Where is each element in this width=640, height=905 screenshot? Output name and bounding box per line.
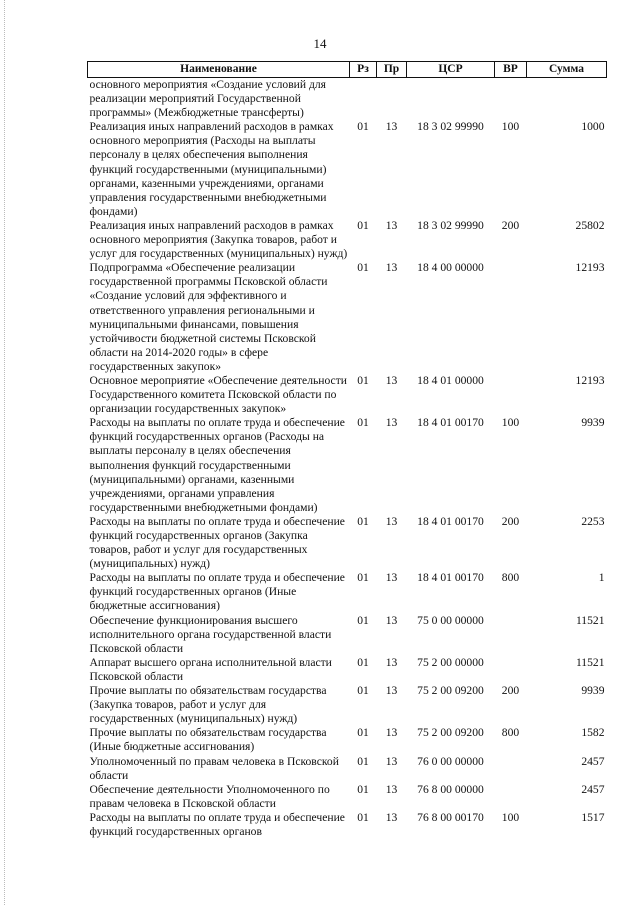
cell-pr: 13 — [385, 218, 398, 232]
cell-csr: 76 8 00 00000 — [417, 782, 484, 796]
cell-name: Обеспечение деятельности Уполномоченного по правам человека в Псковской области — [89, 782, 330, 810]
cell-name: Прочие выплаты по обязательствам государства (Закупка товаров, работ и услуг для государственных (муниципальных) нужд) — [89, 684, 327, 726]
header-name: Наименование — [88, 62, 350, 78]
table-row — [88, 726, 607, 754]
table-row — [88, 656, 607, 684]
cell-vr: 800 — [501, 726, 520, 740]
cell-csr: 18 3 02 99990 — [417, 218, 484, 232]
cell-name: Расходы на выплаты по оплате труда и обеспечение функций государственных органов — [89, 810, 345, 838]
cell-csr: 76 8 00 00170 — [417, 810, 484, 824]
cell-sum: 1582 — [581, 726, 605, 740]
cell-sum: 12193 — [575, 261, 605, 275]
cell-csr: 18 3 02 99990 — [417, 120, 484, 134]
cell-name: Подпрограмма «Обеспечение реализации государственной программы Псковской области «Создание условий для эффективного и ответственного управления региональными и муниципальными финансами, повышения устойчивости бюджетной системы Псковской области на 2014-2020 годы» в сфере государственных закупок» — [89, 261, 328, 373]
cell-vr — [495, 78, 527, 121]
cell-vr: 200 — [501, 684, 520, 698]
cell-rz: 01 — [357, 373, 369, 387]
cell-sum: 11521 — [575, 655, 605, 669]
cell-pr: 13 — [385, 571, 398, 585]
cell-pr: 13 — [385, 416, 398, 430]
cell-rz: 01 — [357, 684, 369, 698]
cell-name: Аппарат высшего органа исполнительной власти Псковской области — [89, 655, 332, 683]
table-row — [88, 684, 607, 726]
cell-rz: 01 — [357, 782, 369, 796]
cell-csr: 75 2 00 09200 — [417, 684, 484, 698]
cell-vr — [495, 783, 527, 811]
cell-csr: 18 4 01 00170 — [417, 571, 484, 585]
cell-rz: 01 — [357, 655, 369, 669]
cell-pr: 13 — [385, 514, 398, 528]
cell-sum: 1000 — [581, 120, 605, 134]
cell-name: основного мероприятия «Создание условий для реализации мероприятий Государственной программы» (Межбюджетные трансферты) — [89, 78, 327, 120]
header-pr: Пр — [377, 62, 407, 78]
table-row — [88, 120, 607, 219]
cell-rz: 01 — [357, 261, 369, 275]
cell-sum: 2457 — [581, 754, 605, 768]
header-vr: ВР — [495, 62, 527, 78]
cell-csr: 18 4 01 00000 — [417, 373, 484, 387]
cell-rz: 01 — [357, 120, 369, 134]
cell-sum: 1517 — [581, 810, 605, 824]
cell-pr: 13 — [385, 373, 398, 387]
table-row — [88, 416, 607, 515]
cell-csr: 18 4 00 00000 — [417, 261, 484, 275]
header-csr: ЦСР — [407, 62, 495, 78]
table-row — [88, 755, 607, 783]
table-row — [88, 614, 607, 656]
cell-vr: 800 — [501, 571, 520, 585]
cell-name: Реализация иных направлений расходов в рамках основного мероприятия (Закупка товаров, работ и услуг для государственных (муниципальных) нужд) — [89, 218, 348, 261]
cell-pr: 13 — [385, 726, 398, 740]
table-body — [88, 78, 607, 840]
cell-csr: 18 4 01 00170 — [417, 514, 484, 528]
cell-sum: 11521 — [575, 613, 605, 627]
cell-vr — [495, 374, 527, 416]
table-row — [88, 515, 607, 571]
cell-sum: 25802 — [575, 218, 605, 232]
table-row — [88, 261, 607, 374]
cell-vr: 100 — [501, 810, 520, 824]
cell-name: Расходы на выплаты по оплате труда и обеспечение функций государственных органов (Закупка товаров, работ и услуг для государственных (муниципальных) нужд) — [89, 514, 345, 571]
cell-name: Основное мероприятие «Обеспечение деятельности Государственного комитета Псковской области по организации государственных закупок» — [89, 373, 347, 416]
cell-rz: 01 — [357, 810, 369, 824]
cell-name: Реализация иных направлений расходов в рамках основного мероприятия (Расходы на выплаты персоналу в целях обеспечения выполнения функций государственными (муниципальными) органами, казенными учреждениями, органами управления государственными внебюджетными фондами) — [89, 120, 334, 218]
cell-pr: 13 — [385, 754, 398, 768]
cell-pr: 13 — [385, 261, 398, 275]
cell-rz: 01 — [357, 571, 369, 585]
cell-rz — [350, 78, 377, 121]
cell-vr: 200 — [501, 218, 520, 232]
scan-edge — [4, 0, 6, 905]
cell-csr: 75 0 00 00000 — [417, 613, 484, 627]
cell-sum: 2253 — [581, 514, 605, 528]
cell-rz: 01 — [357, 416, 369, 430]
cell-rz: 01 — [357, 218, 369, 232]
cell-vr — [495, 614, 527, 656]
table-row — [88, 374, 607, 416]
cell-pr: 13 — [385, 684, 398, 698]
page-number: 14 — [313, 36, 327, 51]
table-row — [88, 78, 607, 121]
cell-rz: 01 — [357, 726, 369, 740]
cell-sum: 9939 — [581, 684, 605, 698]
cell-rz: 01 — [357, 514, 369, 528]
cell-csr: 75 2 00 00000 — [417, 655, 484, 669]
table-row — [88, 783, 607, 811]
cell-vr: 100 — [501, 416, 520, 430]
cell-name: Уполномоченный по правам человека в Псковской области — [89, 754, 339, 782]
table-row — [88, 219, 607, 261]
cell-csr — [407, 78, 495, 121]
cell-vr — [495, 261, 527, 374]
table-header-row — [88, 62, 607, 78]
cell-name: Обеспечение функционирования высшего исполнительного органа государственной власти Псковской области — [89, 613, 332, 655]
cell-pr: 13 — [385, 810, 398, 824]
cell-name: Прочие выплаты по обязательствам государства (Иные бюджетные ассигнования) — [89, 726, 327, 754]
cell-sum: 12193 — [575, 373, 605, 387]
cell-csr: 75 2 00 09200 — [417, 726, 484, 740]
cell-vr: 100 — [501, 120, 520, 134]
cell-name: Расходы на выплаты по оплате труда и обеспечение функций государственных органов (Иные бюджетные ассигнования) — [89, 571, 345, 613]
table-row — [88, 571, 607, 613]
cell-pr: 13 — [385, 120, 398, 134]
header-sum: Сумма — [527, 62, 607, 78]
cell-sum: 1 — [598, 571, 605, 585]
cell-pr: 13 — [385, 782, 398, 796]
cell-sum: 9939 — [581, 416, 605, 430]
cell-pr — [377, 78, 407, 121]
cell-rz: 01 — [357, 613, 369, 627]
cell-name: Расходы на выплаты по оплате труда и обеспечение функций государственных органов (Расходы на выплаты персоналу в целях обеспечения выполнения функций государственными (муниципальными) органами, казенными учреждениями, органами управления государственными внебюджетными фондами) — [89, 416, 345, 514]
cell-sum: 2457 — [581, 782, 605, 796]
cell-vr — [495, 656, 527, 684]
cell-pr: 13 — [385, 613, 398, 627]
cell-csr: 76 0 00 00000 — [417, 754, 484, 768]
cell-sum — [527, 78, 607, 121]
header-rz: Рз — [350, 62, 377, 78]
cell-rz: 01 — [357, 754, 369, 768]
cell-vr: 200 — [501, 514, 520, 528]
cell-pr: 13 — [385, 655, 398, 669]
budget-table — [87, 61, 607, 839]
cell-csr: 18 4 01 00170 — [417, 416, 484, 430]
table-row — [88, 811, 607, 839]
cell-vr — [495, 755, 527, 783]
